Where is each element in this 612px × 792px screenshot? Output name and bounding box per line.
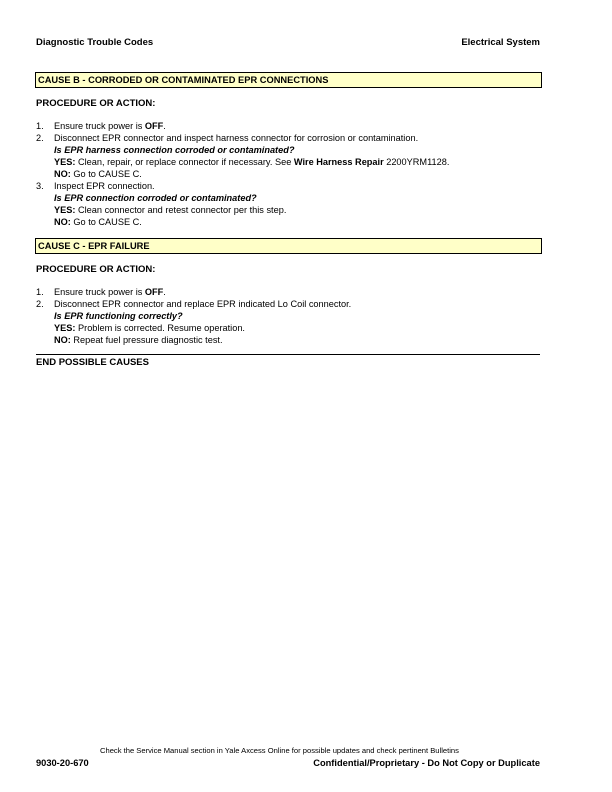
- cause-c-procedure-label: PROCEDURE OR ACTION:: [36, 264, 156, 275]
- header-section-title: Diagnostic Trouble Codes: [36, 37, 154, 48]
- step-text-tail: .: [163, 287, 166, 297]
- no-label: NO:: [54, 169, 71, 179]
- footer-note: Check the Service Manual section in Yale Axcess Online for possible updates and check pertinent Bulletins: [100, 746, 459, 755]
- cause-b-steps: [36, 120, 546, 228]
- step-number: 2.: [36, 299, 44, 309]
- yes-reference-tail: 2200YRM1128.: [383, 157, 450, 167]
- yes-text: Clean connector and retest connector per this step.: [75, 205, 287, 215]
- step-question: Is EPR functioning correctly?: [54, 311, 183, 321]
- no-text: Repeat fuel pressure diagnostic test.: [70, 335, 223, 345]
- step-number: 1.: [36, 287, 44, 297]
- step-item: [36, 120, 546, 132]
- yes-text: Clean, repair, or replace connector if necessary. See: [75, 157, 294, 167]
- cause-c-heading: CAUSE C - EPR FAILURE: [35, 238, 542, 254]
- header-system-title: Electrical System: [461, 37, 540, 48]
- step-bold-text: OFF: [144, 287, 164, 297]
- step-text: Disconnect EPR connector and replace EPR indicated Lo Coil connector.: [54, 299, 352, 309]
- step-item: [36, 286, 546, 298]
- step-yes-line: [54, 156, 546, 168]
- step-bold-text: OFF: [144, 121, 164, 131]
- no-label: NO:: [54, 217, 71, 227]
- end-possible-causes: END POSSIBLE CAUSES: [36, 357, 149, 368]
- section-divider: [36, 354, 540, 355]
- no-label: NO:: [54, 335, 71, 345]
- step-number: 2.: [36, 133, 44, 143]
- no-text: Go to CAUSE C.: [70, 217, 142, 227]
- step-number: 1.: [36, 121, 44, 131]
- step-item: [36, 298, 546, 346]
- yes-text: Problem is corrected. Resume operation.: [75, 323, 245, 333]
- step-text: Ensure truck power is: [54, 287, 145, 297]
- cause-c-steps: [36, 286, 546, 346]
- step-no-line: [54, 168, 546, 180]
- wire-harness-repair-reference: Wire Harness Repair: [293, 157, 384, 167]
- step-text: Inspect EPR connection.: [54, 181, 155, 191]
- cause-b-heading: CAUSE B - CORRODED OR CONTAMINATED EPR CONNECTIONS: [35, 72, 542, 88]
- step-item: [36, 132, 546, 180]
- step-yes-line: [54, 204, 546, 216]
- step-yes-line: [54, 322, 546, 334]
- step-text-tail: .: [163, 121, 166, 131]
- step-no-line: [54, 216, 546, 228]
- step-no-line: [54, 334, 546, 346]
- step-question: Is EPR connection corroded or contaminated?: [54, 193, 257, 203]
- yes-label: YES:: [54, 157, 76, 167]
- step-item: [36, 180, 546, 228]
- step-text: Ensure truck power is: [54, 121, 145, 131]
- step-text: Disconnect EPR connector and inspect harness connector for corrosion or contamination.: [54, 133, 419, 143]
- cause-b-procedure-label: PROCEDURE OR ACTION:: [36, 98, 156, 109]
- yes-label: YES:: [54, 205, 76, 215]
- step-question: Is EPR harness connection corroded or contaminated?: [54, 145, 295, 155]
- footer-page-code: 9030-20-670: [36, 758, 89, 768]
- footer-confidential-notice: Confidential/Proprietary - Do Not Copy or Duplicate: [313, 758, 540, 768]
- no-text: Go to CAUSE C.: [70, 169, 142, 179]
- yes-label: YES:: [54, 323, 76, 333]
- step-number: 3.: [36, 181, 44, 191]
